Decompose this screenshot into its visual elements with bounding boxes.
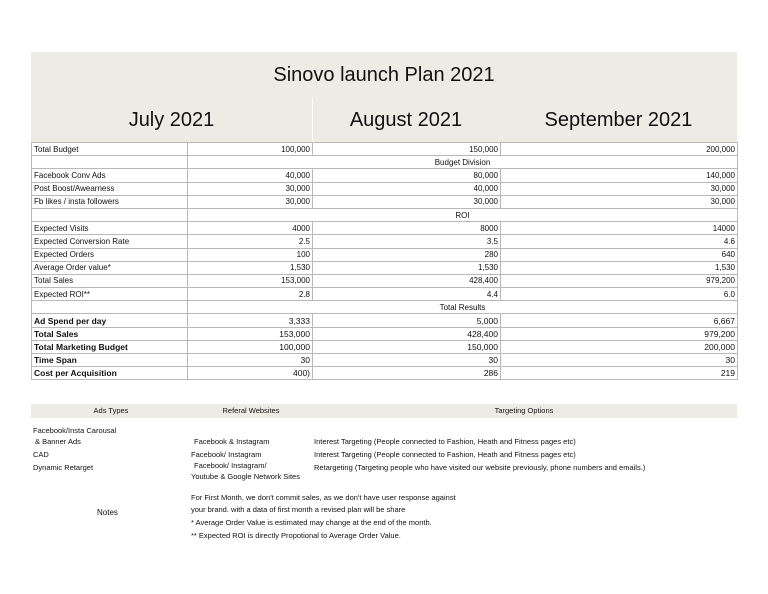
table-row — [32, 288, 738, 301]
row-label: Total Marketing Budget — [32, 340, 188, 353]
ad-type: & Banner Ads — [35, 437, 81, 446]
august-value: 428,400 — [313, 327, 501, 340]
september-value: 1,530 — [501, 261, 738, 274]
august-value: 4.4 — [313, 288, 501, 301]
section-total-results: Total Results — [188, 301, 738, 314]
september-value: 640 — [501, 248, 738, 261]
row-label: Expected ROI** — [32, 288, 188, 301]
row-label: Total Sales — [32, 274, 188, 287]
row-label: Ad Spend per day — [32, 314, 188, 327]
row-label: Expected Conversion Rate — [32, 235, 188, 248]
july-value: 4000 — [188, 222, 313, 235]
row-label: Expected Orders — [32, 248, 188, 261]
referal-websites-header: Referal Websites — [222, 406, 280, 415]
section-row — [32, 156, 738, 169]
table-row — [32, 261, 738, 274]
ads-header — [31, 404, 737, 418]
august-value: 150,000 — [313, 143, 501, 156]
july-value: 2.8 — [188, 288, 313, 301]
table-row — [32, 340, 738, 353]
september-value: 6,667 — [501, 314, 738, 327]
table-row — [32, 274, 738, 287]
row-label: Average Order value* — [32, 261, 188, 274]
august-value: 30 — [313, 354, 501, 367]
note-line: your brand. with a data of first month a revised plan will be share — [191, 505, 406, 514]
july-value: 40,000 — [188, 169, 313, 182]
table-row — [32, 169, 738, 182]
september-value: 979,200 — [501, 274, 738, 287]
section-row — [32, 301, 738, 314]
note-line: * Average Order Value is estimated may change at the end of the month. — [191, 518, 432, 527]
august-value: 286 — [313, 367, 501, 380]
september-value: 200,000 — [501, 143, 738, 156]
table-row — [32, 248, 738, 261]
september-value: 140,000 — [501, 169, 738, 182]
july-value: 3,333 — [188, 314, 313, 327]
august-value: 80,000 — [313, 169, 501, 182]
month-july: July 2021 — [128, 108, 215, 131]
row-label: Fb likes / insta followers — [32, 195, 188, 208]
july-value: 153,000 — [188, 327, 313, 340]
table-row — [32, 222, 738, 235]
note-line: For First Month, we don't commit sales, as we don't have user response against — [191, 493, 456, 502]
plan-table — [31, 142, 738, 380]
section-budget-division: Budget Division — [188, 156, 738, 169]
august-value: 5,000 — [313, 314, 501, 327]
plan-title: Sinovo launch Plan 2021 — [31, 52, 737, 98]
august-value: 40,000 — [313, 182, 501, 195]
september-value: 200,000 — [501, 340, 738, 353]
august-value: 428,400 — [313, 274, 501, 287]
august-value: 150,000 — [313, 340, 501, 353]
table-row — [32, 195, 738, 208]
july-value: 30 — [188, 354, 313, 367]
targeting-options-header: Targeting Options — [494, 406, 554, 415]
referal-website: Facebook/ Instagram — [191, 450, 262, 459]
september-value: 979,200 — [501, 327, 738, 340]
table-row — [32, 354, 738, 367]
ad-type: Dynamic Retarget — [33, 463, 94, 472]
july-value: 2.5 — [188, 235, 313, 248]
september-value: 30 — [501, 354, 738, 367]
september-value: 219 — [501, 367, 738, 380]
row-label: Total Budget — [32, 143, 188, 156]
august-value: 1,530 — [313, 261, 501, 274]
table-row — [32, 327, 738, 340]
table-row — [32, 314, 738, 327]
ads-types-header: Ads Types — [93, 406, 129, 415]
july-value: 100,000 — [188, 143, 313, 156]
targeting-option: Interest Targeting (People connected to Fashion, Heath and Fitness pages etc) — [314, 437, 576, 446]
september-value: 6.0 — [501, 288, 738, 301]
ad-type: CAD — [33, 450, 49, 459]
september-value: 14000 — [501, 222, 738, 235]
july-value: 153,000 — [188, 274, 313, 287]
table-row — [32, 182, 738, 195]
august-value: 280 — [313, 248, 501, 261]
row-label: Post Boost/Awearness — [32, 182, 188, 195]
july-value: 400) — [188, 367, 313, 380]
july-value: 100,000 — [188, 340, 313, 353]
table-row — [32, 367, 738, 380]
month-august: August 2021 — [349, 108, 463, 131]
targeting-option: Interest Targeting (People connected to Fashion, Heath and Fitness pages etc) — [314, 450, 576, 459]
july-value: 30,000 — [188, 195, 313, 208]
table-row — [32, 235, 738, 248]
september-value: 30,000 — [501, 182, 738, 195]
month-september: September 2021 — [544, 108, 693, 131]
section-roi: ROI — [188, 208, 738, 221]
targeting-option: Retargeting (Targeting people who have visited our website previously, phone numbers and emails.) — [314, 463, 646, 472]
row-label: Total Sales — [32, 327, 188, 340]
referal-website: Facebook & Instagram — [194, 437, 270, 446]
month-header — [31, 98, 737, 142]
july-value: 1,530 — [188, 261, 313, 274]
july-value: 30,000 — [188, 182, 313, 195]
row-label: Expected Visits — [32, 222, 188, 235]
september-value: 30,000 — [501, 195, 738, 208]
table-row — [32, 143, 738, 156]
august-value: 8000 — [313, 222, 501, 235]
row-label: Facebook Conv Ads — [32, 169, 188, 182]
note-line: ** Expected ROI is directly Propotional to Average Order Value. — [191, 531, 401, 540]
july-value: 100 — [188, 248, 313, 261]
august-value: 30,000 — [313, 195, 501, 208]
september-value: 4.6 — [501, 235, 738, 248]
referal-website: Youtube & Google Network Sites — [191, 472, 300, 481]
section-row — [32, 208, 738, 221]
referal-website: Facebook/ Instagram/ — [194, 461, 267, 470]
row-label: Cost per Acquisition — [32, 367, 188, 380]
notes-label: Notes — [97, 508, 118, 517]
august-value: 3.5 — [313, 235, 501, 248]
row-label: Time Span — [32, 354, 188, 367]
ad-type: Facebook/Insta Carousal — [33, 426, 117, 435]
